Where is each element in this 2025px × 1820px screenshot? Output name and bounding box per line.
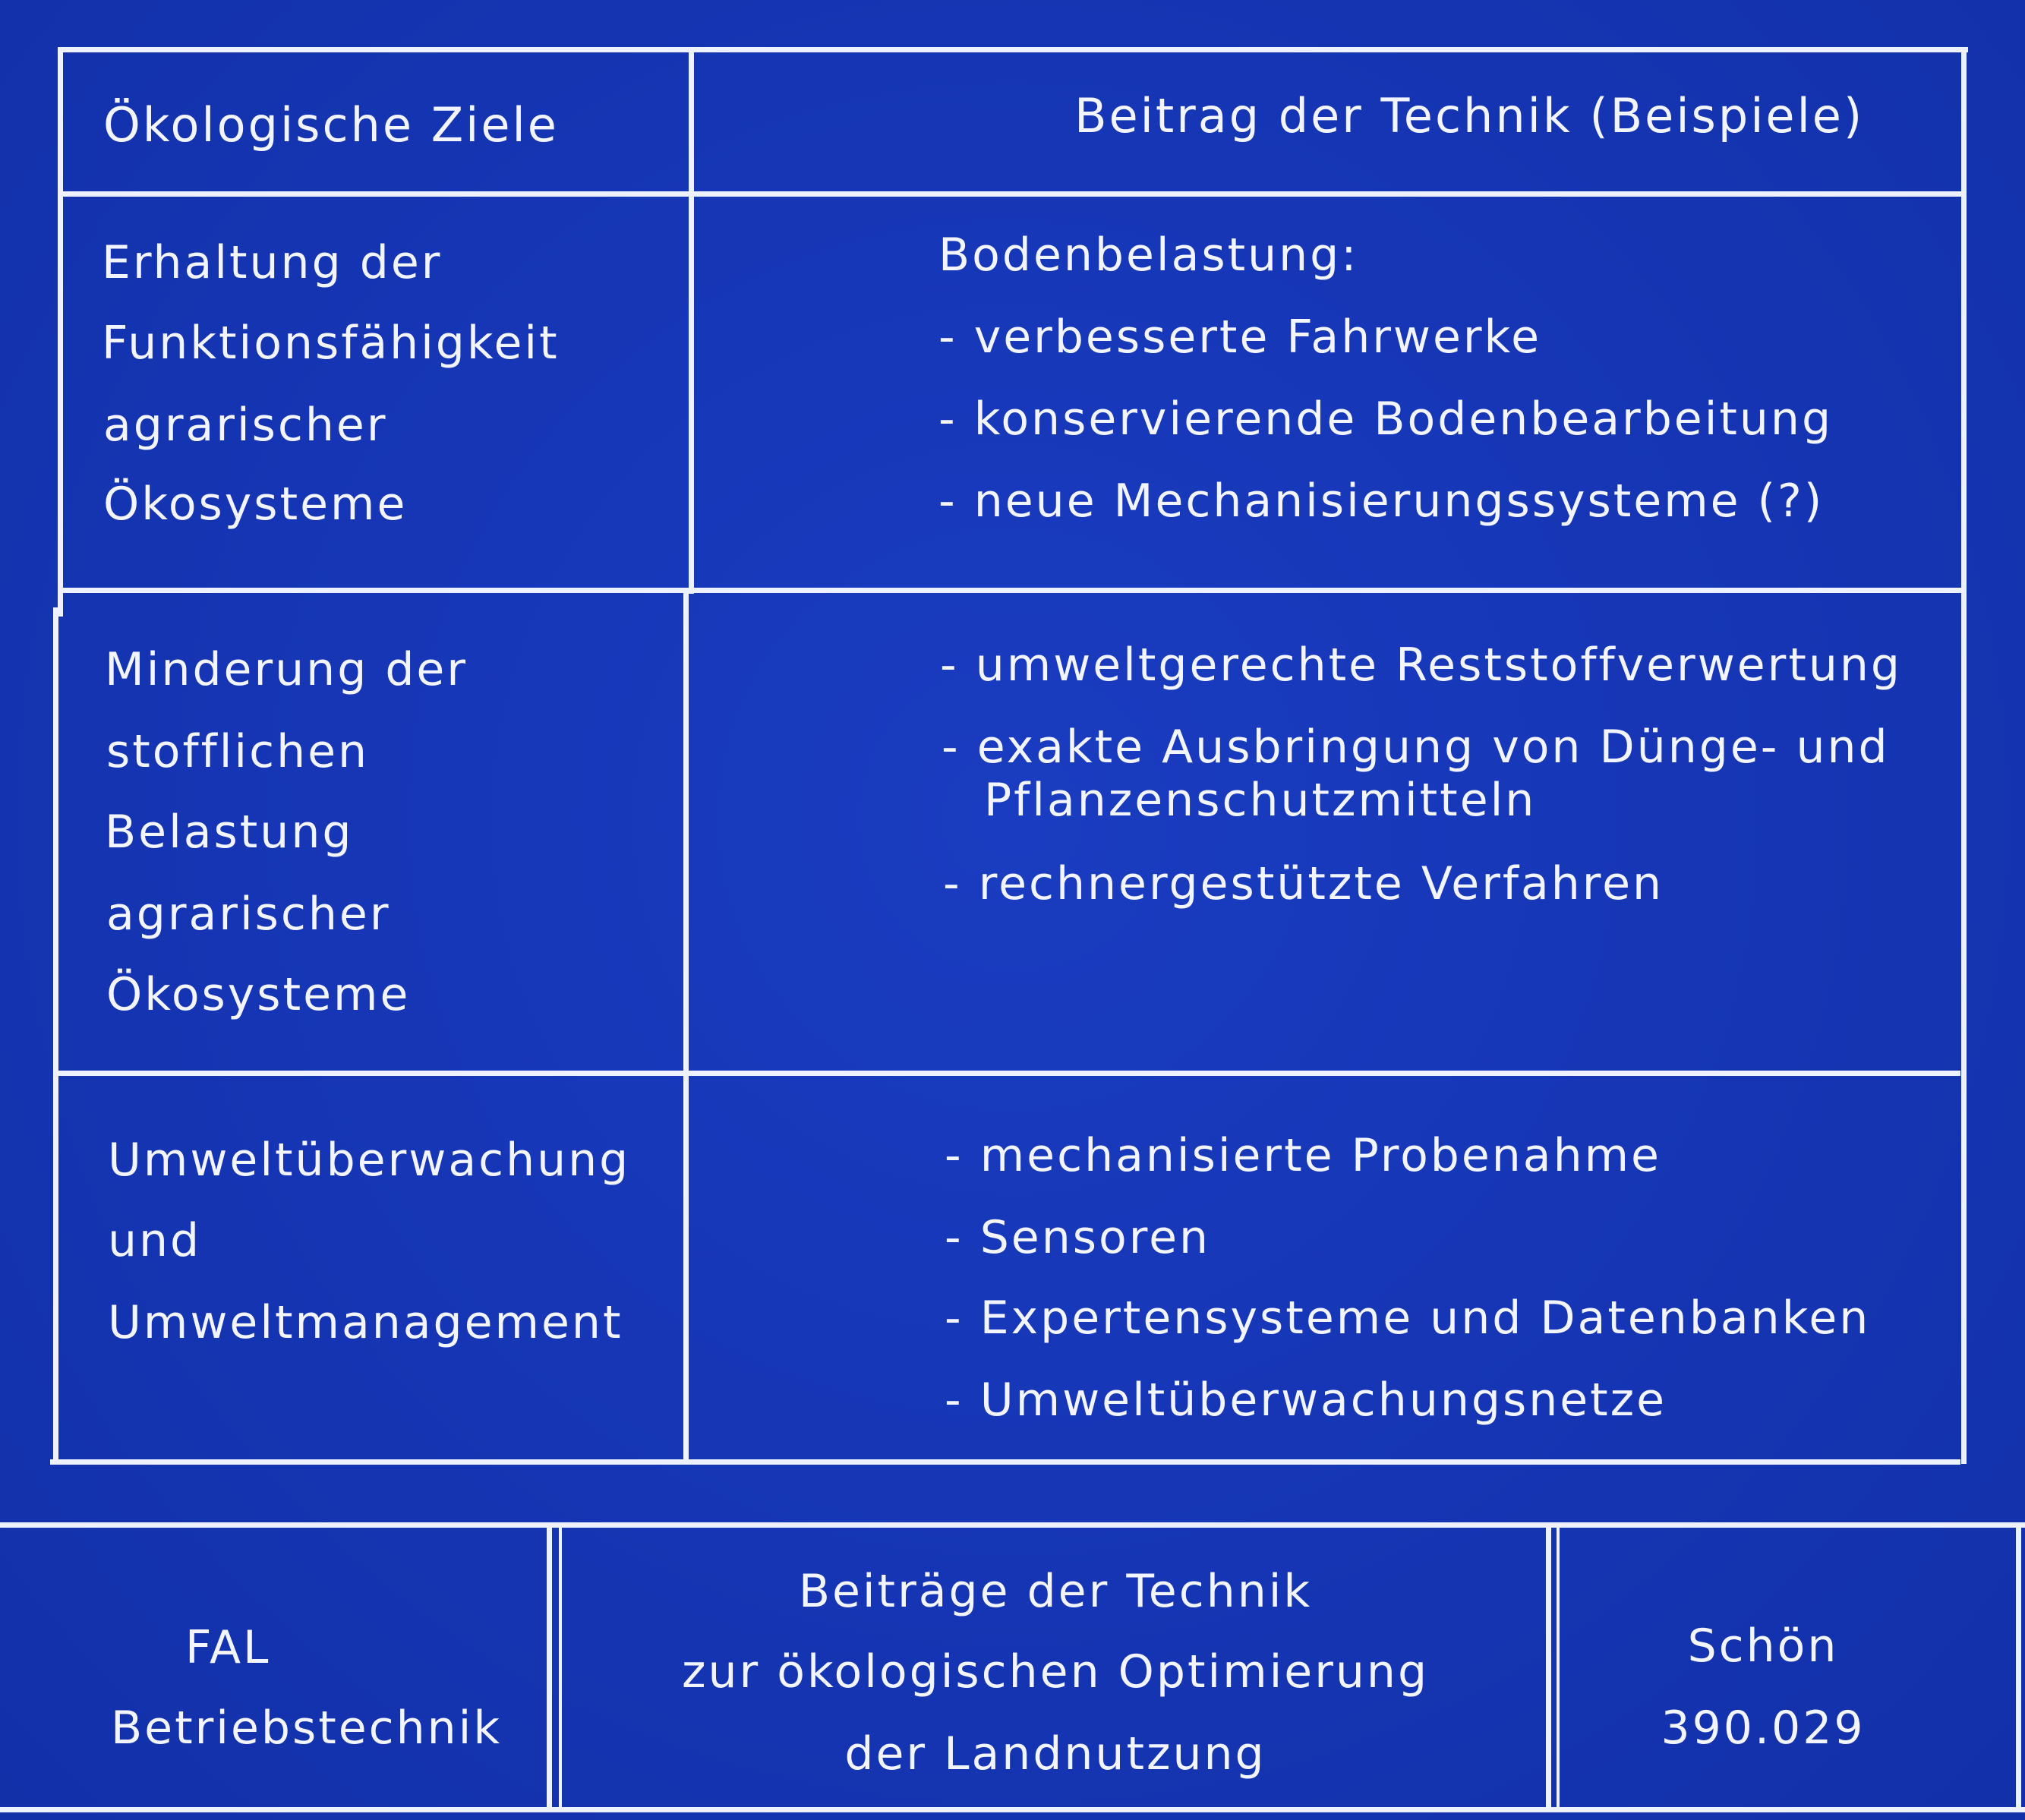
contribution-item: - konservierende Bodenbearbeitung [938, 393, 1834, 446]
footer-divider-left [547, 1522, 552, 1812]
table-left-border [58, 47, 63, 617]
contribution-item: - neue Mechanisierungssysteme (?) [938, 475, 1825, 528]
goal-line: Belastung [105, 806, 354, 859]
title-line: der Landnutzung [844, 1727, 1266, 1781]
column-divider [689, 47, 694, 594]
contribution-item: - mechanisierte Probenahme [945, 1129, 1661, 1182]
table-top-border [58, 47, 1968, 52]
footer-top-border [0, 1522, 2025, 1528]
slide-number: 390.029 [1661, 1702, 1866, 1755]
goal-line: Minderung der [105, 643, 468, 696]
goal-line: Umweltmanagement [108, 1296, 623, 1349]
contribution-item-continued: Pflanzenschutzmitteln [984, 774, 1537, 827]
title-line: zur ökologischen Optimierung [681, 1645, 1430, 1699]
footer-bottom-border [0, 1807, 2025, 1812]
goal-line: Erhaltung der [102, 236, 443, 289]
contribution-item: - verbesserte Fahrwerke [938, 311, 1542, 364]
column-divider-lower [683, 589, 689, 1464]
footer-divider-right-inner [1557, 1528, 1560, 1812]
table-left-border-lower [53, 607, 58, 1464]
table-right-border [1961, 47, 1967, 1464]
header-divider [61, 191, 1967, 197]
contribution-item: - umweltgerechte Reststoffverwertung [940, 639, 1903, 692]
goal-line: stofflichen [106, 725, 370, 778]
goal-line: Ökosysteme [106, 968, 411, 1021]
row1-divider [59, 588, 1963, 593]
title-line: Beiträge der Technik [798, 1565, 1313, 1618]
contribution-heading: Bodenbelastung: [938, 229, 1359, 282]
contribution-item: - exakte Ausbringung von Dünge- und [942, 721, 1890, 774]
contribution-item: - Umweltüberwachungsnetze [945, 1374, 1667, 1427]
author-name: Schön [1687, 1620, 1839, 1673]
goal-line: Funktionsfähigkeit [102, 317, 560, 370]
contribution-item: - Sensoren [945, 1211, 1211, 1264]
table-bottom-border [50, 1459, 1960, 1465]
contribution-item: - rechnergestützte Verfahren [943, 857, 1664, 910]
institution-abbrev: FAL [185, 1621, 271, 1674]
header-contributions: Beitrag der Technik (Beispiele) [1074, 88, 1865, 144]
institution-department: Betriebstechnik [111, 1702, 503, 1755]
goal-line: agrarischer [106, 888, 391, 941]
header-goals: Ökologische Ziele [103, 97, 559, 153]
goal-line: Umweltüberwachung [108, 1134, 631, 1187]
contribution-item: - Expertensysteme und Datenbanken [945, 1292, 1871, 1345]
row2-divider [56, 1071, 1960, 1076]
goal-line: und [108, 1214, 202, 1267]
goal-line: agrarischer [103, 399, 388, 452]
goal-line: Ökosysteme [103, 478, 408, 531]
footer-right-border [2016, 1522, 2021, 1812]
